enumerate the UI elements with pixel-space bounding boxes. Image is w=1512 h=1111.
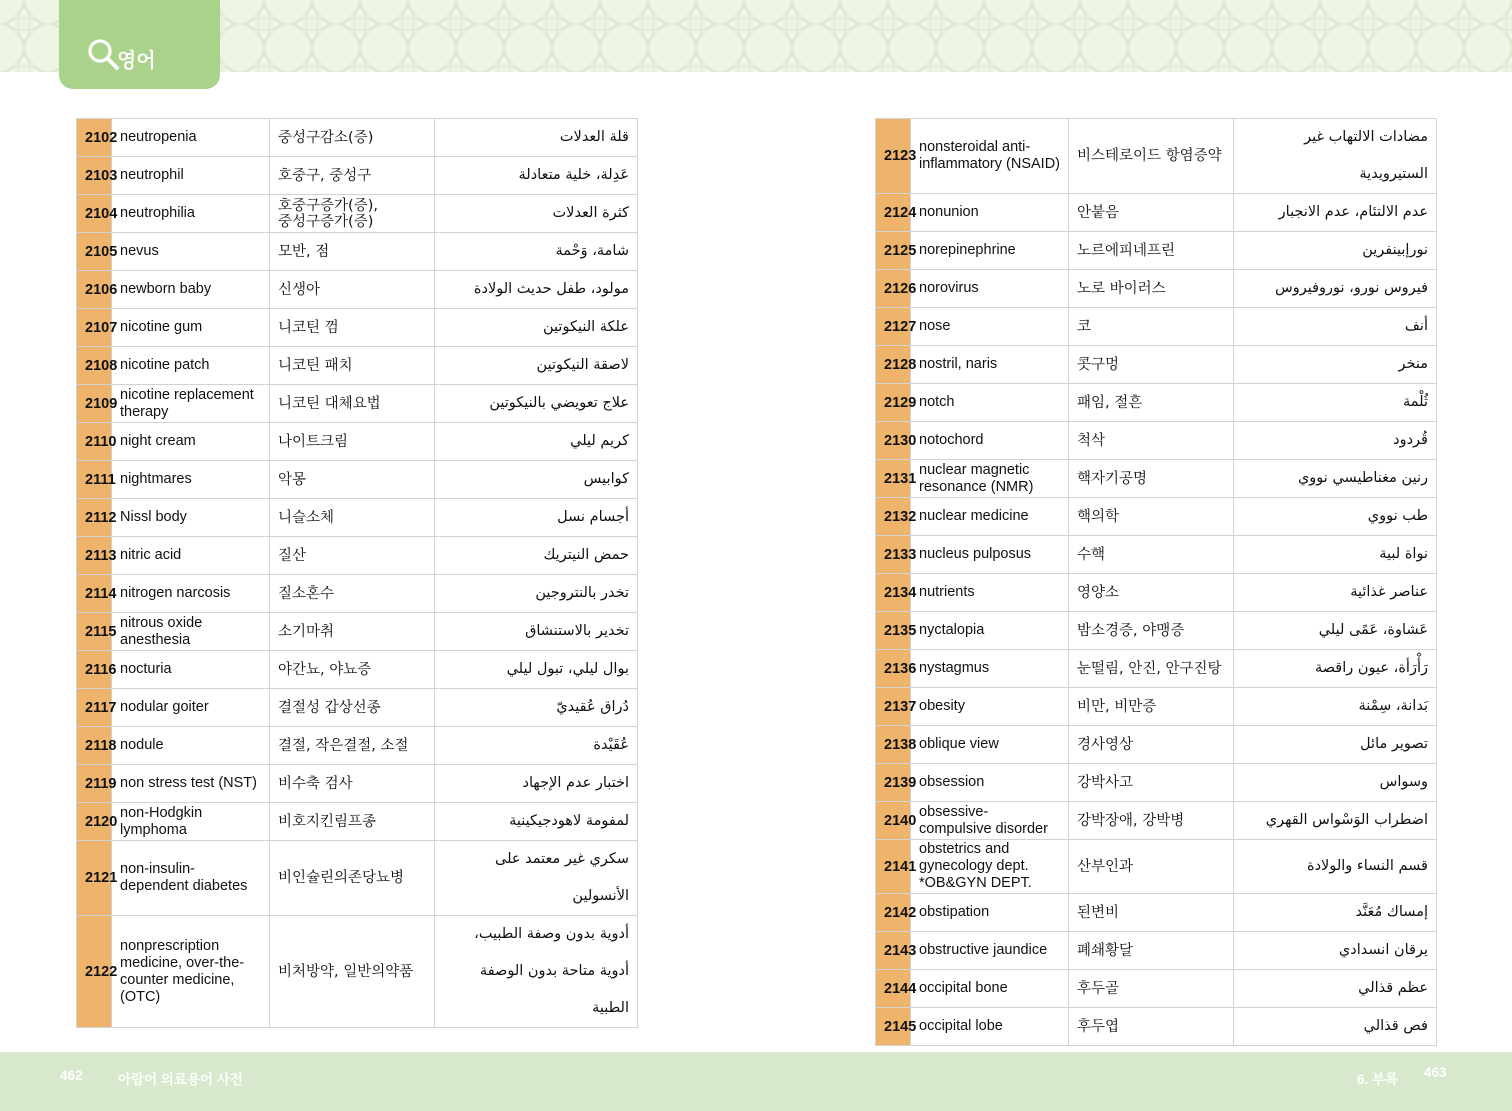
table-row (77, 271, 638, 309)
entry-number: 2144 (876, 970, 911, 1008)
korean-term: 산부인과 (1069, 840, 1234, 894)
entry-number: 2125 (876, 232, 911, 270)
table-row (77, 309, 638, 347)
korean-term: 니코틴 대체요법 (270, 385, 435, 423)
english-term: nocturia (112, 651, 270, 689)
english-term: non-Hodgkin lymphoma (112, 803, 270, 841)
arabic-term: اختبار عدم الإجهاد (435, 765, 638, 803)
english-term: notochord (911, 422, 1069, 460)
arabic-term: اضطراب الوَسْواس القهري (1234, 802, 1437, 840)
korean-term: 모반, 점 (270, 233, 435, 271)
english-term: non stress test (NST) (112, 765, 270, 803)
entry-number: 2103 (77, 157, 112, 195)
dictionary-table-left (76, 118, 638, 1028)
table-row (876, 194, 1437, 232)
entry-number: 2119 (77, 765, 112, 803)
english-term: norepinephrine (911, 232, 1069, 270)
arabic-term: تخدر بالنتروجين (435, 575, 638, 613)
entry-number: 2143 (876, 932, 911, 970)
header-pattern-band (0, 0, 1512, 72)
arabic-term: رَأْرَأة، عيون راقصة (1234, 650, 1437, 688)
arabic-term: لاصقة النيكوتين (435, 347, 638, 385)
table-row (876, 612, 1437, 650)
table-row (876, 536, 1437, 574)
english-term: nose (911, 308, 1069, 346)
table-row (77, 689, 638, 727)
english-term: nitric acid (112, 537, 270, 575)
english-term: nystagmus (911, 650, 1069, 688)
english-term: nyctalopia (911, 612, 1069, 650)
table-row (876, 460, 1437, 498)
korean-term: 후두엽 (1069, 1008, 1234, 1046)
korean-term: 안붙음 (1069, 194, 1234, 232)
entry-number: 2113 (77, 537, 112, 575)
korean-term: 나이트크림 (270, 423, 435, 461)
arabic-term: عناصر غذائية (1234, 574, 1437, 612)
table-row (876, 970, 1437, 1008)
entry-number: 2109 (77, 385, 112, 423)
english-term: nightmares (112, 461, 270, 499)
table-row (876, 764, 1437, 802)
arabic-term: دُراق عُقيديّ (435, 689, 638, 727)
table-row (876, 840, 1437, 894)
table-row (876, 802, 1437, 840)
arabic-term: منخر (1234, 346, 1437, 384)
english-term: obsessive- compulsive disorder (911, 802, 1069, 840)
entry-number: 2128 (876, 346, 911, 384)
entry-number: 2127 (876, 308, 911, 346)
english-term: neutrophil (112, 157, 270, 195)
korean-term: 비인슐린의존당뇨병 (270, 841, 435, 916)
arabic-term: كوابيس (435, 461, 638, 499)
arabic-term: نواة لبية (1234, 536, 1437, 574)
table-row (876, 498, 1437, 536)
english-term: nodular goiter (112, 689, 270, 727)
table-row (876, 1008, 1437, 1046)
entry-number: 2134 (876, 574, 911, 612)
entry-number: 2137 (876, 688, 911, 726)
arabic-term: فص قذالي (1234, 1008, 1437, 1046)
entry-number: 2133 (876, 536, 911, 574)
arabic-term: تصوير مائل (1234, 726, 1437, 764)
korean-term: 악몽 (270, 461, 435, 499)
korean-term: 강박장애, 강박병 (1069, 802, 1234, 840)
table-row (876, 574, 1437, 612)
arabic-term: بَدانة، سِمْنة (1234, 688, 1437, 726)
english-term: obstipation (911, 894, 1069, 932)
arabic-term: أجسام نسل (435, 499, 638, 537)
table-row (77, 499, 638, 537)
korean-term: 소기마취 (270, 613, 435, 651)
arabic-term: يرقان انسدادي (1234, 932, 1437, 970)
entry-number: 2122 (77, 916, 112, 1028)
english-term: oblique view (911, 726, 1069, 764)
korean-term: 니슬소체 (270, 499, 435, 537)
entry-number: 2114 (77, 575, 112, 613)
arabic-term: حمض النيتريك (435, 537, 638, 575)
table-row (876, 650, 1437, 688)
english-term: nonprescription medicine, over-the- counter medicine, (OTC) (112, 916, 270, 1028)
entry-number: 2123 (876, 119, 911, 194)
korean-term: 중성구감소(증) (270, 119, 435, 157)
entry-number: 2118 (77, 727, 112, 765)
table-row (876, 308, 1437, 346)
arabic-term: عُقَيْدة (435, 727, 638, 765)
entry-number: 2124 (876, 194, 911, 232)
korean-term: 경사영상 (1069, 726, 1234, 764)
arabic-term: علكة النيكوتين (435, 309, 638, 347)
korean-term: 질산 (270, 537, 435, 575)
geometric-pattern (0, 0, 1512, 72)
english-term: nodule (112, 727, 270, 765)
entry-number: 2145 (876, 1008, 911, 1046)
korean-term: 수핵 (1069, 536, 1234, 574)
arabic-term: فيروس نورو، نوروفيروس (1234, 270, 1437, 308)
english-term: newborn baby (112, 271, 270, 309)
english-term: obstetrics and gynecology dept. *OB&GYN DEPT. (911, 840, 1069, 894)
entry-number: 2115 (77, 613, 112, 651)
entry-number: 2142 (876, 894, 911, 932)
entry-number: 2111 (77, 461, 112, 499)
korean-term: 야간뇨, 야뇨증 (270, 651, 435, 689)
entry-number: 2135 (876, 612, 911, 650)
entry-number: 2102 (77, 119, 112, 157)
korean-term: 밤소경증, 야맹증 (1069, 612, 1234, 650)
korean-term: 노르에피네프린 (1069, 232, 1234, 270)
korean-term: 결절성 갑상선종 (270, 689, 435, 727)
table-row (876, 346, 1437, 384)
arabic-term: مولود، طفل حديث الولادة (435, 271, 638, 309)
table-row (876, 119, 1437, 194)
english-term: neutrophilia (112, 195, 270, 233)
table-row (876, 384, 1437, 422)
entry-number: 2139 (876, 764, 911, 802)
korean-term: 핵자기공명 (1069, 460, 1234, 498)
table-row (876, 422, 1437, 460)
korean-term: 핵의학 (1069, 498, 1234, 536)
english-term: obesity (911, 688, 1069, 726)
arabic-term: رنين مغناطيسي نووي (1234, 460, 1437, 498)
arabic-term: قلة العدلات (435, 119, 638, 157)
english-term: nostril, naris (911, 346, 1069, 384)
english-term: night cream (112, 423, 270, 461)
arabic-term: بوال ليلي، تبول ليلي (435, 651, 638, 689)
korean-term: 비수축 검사 (270, 765, 435, 803)
english-term: nicotine patch (112, 347, 270, 385)
english-term: neutropenia (112, 119, 270, 157)
arabic-term: أدوية بدون وصفة الطبيب، أدوية متاحة بدون الوصفة الطبية (435, 916, 638, 1028)
arabic-term: كريم ليلي (435, 423, 638, 461)
page-footer (0, 1052, 1512, 1111)
table-row (77, 119, 638, 157)
entry-number: 2126 (876, 270, 911, 308)
entry-number: 2136 (876, 650, 911, 688)
korean-term: 척삭 (1069, 422, 1234, 460)
entry-number: 2132 (876, 498, 911, 536)
table-row (77, 651, 638, 689)
korean-term: 니코틴 패치 (270, 347, 435, 385)
table-row (77, 727, 638, 765)
english-term: nonsteroidal anti- inflammatory (NSAID) (911, 119, 1069, 194)
arabic-term: قسم النساء والولادة (1234, 840, 1437, 894)
korean-term: 호중구증가(증), 중성구증가(증) (270, 195, 435, 233)
english-term: nutrients (911, 574, 1069, 612)
entry-number: 2108 (77, 347, 112, 385)
korean-term: 눈떨림, 안진, 안구진탕 (1069, 650, 1234, 688)
arabic-term: قُردود (1234, 422, 1437, 460)
english-term: Nissl body (112, 499, 270, 537)
book-title: 아랍어 의료용어 사전 (118, 1072, 243, 1087)
entry-number: 2138 (876, 726, 911, 764)
table-row (77, 347, 638, 385)
korean-term: 코 (1069, 308, 1234, 346)
table-row (77, 916, 638, 1028)
table-row (77, 195, 638, 233)
korean-term: 비스테로이드 항염증약 (1069, 119, 1234, 194)
english-term: occipital bone (911, 970, 1069, 1008)
korean-term: 강박사고 (1069, 764, 1234, 802)
arabic-term: طب نووي (1234, 498, 1437, 536)
entry-number: 2117 (77, 689, 112, 727)
arabic-term: أنف (1234, 308, 1437, 346)
section-tab (59, 0, 220, 89)
arabic-term: سكري غير معتمد على الأنسولين (435, 841, 638, 916)
korean-term: 패임, 절흔 (1069, 384, 1234, 422)
arabic-term: مضادات الالتهاب غير الستيرويدية (1234, 119, 1437, 194)
entry-number: 2140 (876, 802, 911, 840)
table-row (77, 157, 638, 195)
table-row (77, 423, 638, 461)
korean-term: 비처방약, 일반의약품 (270, 916, 435, 1028)
korean-term: 비호지킨림프종 (270, 803, 435, 841)
arabic-term: علاج تعويضي بالنيكوتين (435, 385, 638, 423)
entry-number: 2106 (77, 271, 112, 309)
english-term: norovirus (911, 270, 1069, 308)
arabic-term: نورإبينفرين (1234, 232, 1437, 270)
english-term: nitrogen narcosis (112, 575, 270, 613)
table-row (77, 461, 638, 499)
left-page-number: 462 (60, 1068, 83, 1083)
table-row (876, 232, 1437, 270)
english-term: nicotine replacement therapy (112, 385, 270, 423)
dictionary-table-right (875, 118, 1437, 1046)
search-icon (86, 37, 120, 71)
entry-number: 2112 (77, 499, 112, 537)
english-term: obsession (911, 764, 1069, 802)
arabic-term: إمساك مُعَنَّد (1234, 894, 1437, 932)
table-row (77, 233, 638, 271)
arabic-term: عظم قذالي (1234, 970, 1437, 1008)
korean-term: 질소혼수 (270, 575, 435, 613)
korean-term: 된변비 (1069, 894, 1234, 932)
korean-term: 노로 바이러스 (1069, 270, 1234, 308)
korean-term: 호중구, 중성구 (270, 157, 435, 195)
english-term: occipital lobe (911, 1008, 1069, 1046)
korean-term: 니코틴 껌 (270, 309, 435, 347)
arabic-term: عدم الالتئام، عدم الانجبار (1234, 194, 1437, 232)
english-term: nicotine gum (112, 309, 270, 347)
korean-term: 결절, 작은결절, 소절 (270, 727, 435, 765)
entry-number: 2116 (77, 651, 112, 689)
table-row (876, 726, 1437, 764)
korean-term: 비만, 비만증 (1069, 688, 1234, 726)
arabic-term: وسواس (1234, 764, 1437, 802)
entry-number: 2110 (77, 423, 112, 461)
table-row (876, 932, 1437, 970)
korean-term: 후두골 (1069, 970, 1234, 1008)
table-row (77, 613, 638, 651)
table-row (876, 894, 1437, 932)
english-term: nuclear magnetic resonance (NMR) (911, 460, 1069, 498)
entry-number: 2141 (876, 840, 911, 894)
english-term: nuclear medicine (911, 498, 1069, 536)
table-row (77, 803, 638, 841)
english-term: nucleus pulposus (911, 536, 1069, 574)
korean-term: 영양소 (1069, 574, 1234, 612)
table-row (876, 688, 1437, 726)
arabic-term: شامة، وَحْمة (435, 233, 638, 271)
english-term: nitrous oxide anesthesia (112, 613, 270, 651)
entry-number: 2120 (77, 803, 112, 841)
arabic-term: عَدِلة، خلية متعادلة (435, 157, 638, 195)
english-term: obstructive jaundice (911, 932, 1069, 970)
entry-number: 2130 (876, 422, 911, 460)
arabic-term: لمفومة لاهودجيكينية (435, 803, 638, 841)
table-row (77, 537, 638, 575)
korean-term: 콧구멍 (1069, 346, 1234, 384)
arabic-term: ثُلْمة (1234, 384, 1437, 422)
table-row (77, 575, 638, 613)
table-row (77, 765, 638, 803)
arabic-term: تخدير بالاستنشاق (435, 613, 638, 651)
english-term: non-insulin- dependent diabetes (112, 841, 270, 916)
entry-number: 2121 (77, 841, 112, 916)
section-title: 6. 부록 (1357, 1072, 1399, 1087)
entry-number: 2105 (77, 233, 112, 271)
korean-term: 신생아 (270, 271, 435, 309)
right-page-number: 463 (1424, 1065, 1447, 1080)
english-term: nevus (112, 233, 270, 271)
entry-number: 2131 (876, 460, 911, 498)
entry-number: 2129 (876, 384, 911, 422)
section-tab-label: 영어 (117, 48, 156, 72)
english-term: nonunion (911, 194, 1069, 232)
entry-number: 2104 (77, 195, 112, 233)
korean-term: 폐쇄황달 (1069, 932, 1234, 970)
table-row (876, 270, 1437, 308)
arabic-term: عَشاوة، عَمًى ليلي (1234, 612, 1437, 650)
arabic-term: كثرة العدلات (435, 195, 638, 233)
table-row (77, 385, 638, 423)
english-term: notch (911, 384, 1069, 422)
entry-number: 2107 (77, 309, 112, 347)
table-row (77, 841, 638, 916)
